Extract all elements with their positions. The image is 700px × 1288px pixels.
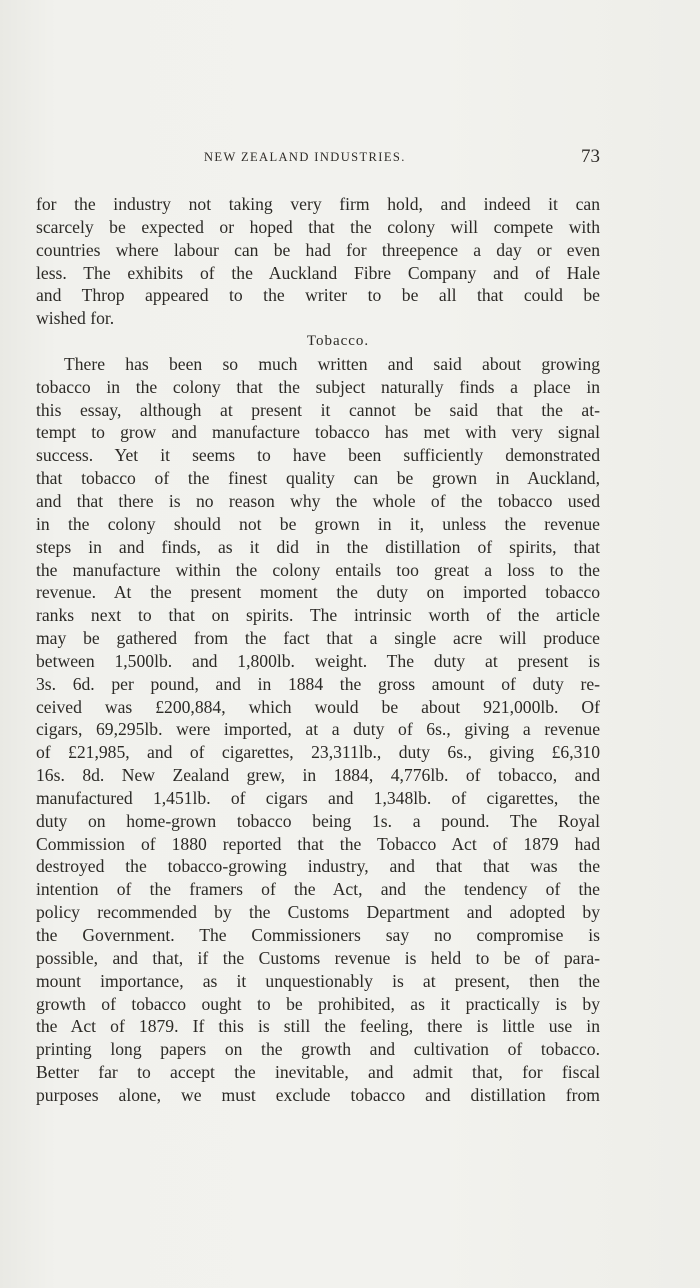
text-line: cigars, 69,295lb. were imported, at a duty of 6s., giving a revenue — [36, 719, 600, 740]
text-line: that tobacco of the finest quality can be grown in Auckland, — [36, 468, 600, 489]
running-head: NEW ZEALAND INDUSTRIES. — [204, 150, 406, 164]
text-line: manufactured 1,451lb. of cigars and 1,348lb. of cigarettes, the — [36, 787, 600, 808]
text-line: for the industry not taking very firm hold, and indeed it can — [36, 194, 600, 214]
text-line: wished for. — [36, 308, 115, 329]
text-line: Better far to accept the inevitable, and admit that, for fiscal — [36, 1062, 600, 1083]
text-line: the Government. The Commissioners say no compromise is — [36, 925, 600, 945]
text-line: duty on home-grown tobacco being 1s. a pound. The Royal — [36, 810, 600, 831]
text-line: possible, and that, if the Customs revenue is held to be of para- — [36, 947, 600, 968]
text-line: scarcely be expected or hoped that the colony will compete with — [36, 216, 600, 237]
page-header — [36, 146, 600, 172]
text-line: between 1,500lb. and 1,800lb. weight. The duty at present is — [36, 650, 600, 671]
text-line: and that there is no reason why the whole of the tobacco used — [36, 490, 600, 511]
text-line: revenue. At the present moment the duty on imported tobacco — [36, 582, 600, 603]
page-number: 73 — [581, 146, 600, 167]
text-line: Commission of 1880 reported that the Tobacco Act of 1879 had — [36, 833, 600, 854]
text-line: tempt to grow and manufacture tobacco has met with very signal — [36, 422, 600, 443]
text-line: steps in and finds, as it did in the distillation of spirits, that — [36, 536, 600, 557]
body-text — [36, 193, 600, 1107]
text-line: countries where labour can be had for threepence a day or even — [36, 239, 600, 260]
text-line: may be gathered from the fact that a single acre will produce — [36, 628, 600, 649]
text-line: intention of the framers of the Act, and the tendency of the — [36, 879, 600, 900]
text-line: There has been so much written and said about growing — [64, 353, 600, 374]
text-line: destroyed the tobacco-growing industry, and that that was the — [36, 856, 600, 877]
text-line: purposes alone, we must exclude tobacco and distillation from — [36, 1084, 600, 1105]
text-line: the Act of 1879. If this is still the feeling, there is little use in — [36, 1016, 600, 1037]
text-line: ranks next to that on spirits. The intrinsic worth of the article — [36, 605, 600, 626]
text-line: ceived was £200,884, which would be about 921,000lb. Of — [36, 696, 600, 717]
text-line: of £21,985, and of cigarettes, 23,311lb., duty 6s., giving £6,310 — [36, 742, 600, 763]
text-line: 16s. 8d. New Zealand grew, in 1884, 4,776lb. of tobacco, and — [36, 765, 600, 786]
text-line: growth of tobacco ought to be prohibited, as it practically is by — [36, 993, 600, 1014]
text-line: in the colony should not be grown in it, unless the revenue — [36, 513, 600, 534]
text-line: and Throp appeared to the writer to be all that could be — [36, 285, 600, 306]
text-line: the manufacture within the colony entails too great a loss to the — [36, 559, 600, 580]
text-line: mount importance, as it unquestionably is at present, then the — [36, 970, 600, 991]
text-line: policy recommended by the Customs Department and adopted by — [36, 902, 600, 923]
text-line: 3s. 6d. per pound, and in 1884 the gross amount of duty re- — [36, 673, 600, 694]
text-line: success. Yet it seems to have been sufficiently demonstrated — [36, 445, 600, 466]
text-line: this essay, although at present it cannot be said that the at- — [36, 399, 600, 420]
section-heading: Tobacco. — [306, 333, 370, 350]
text-line: less. The exhibits of the Auckland Fibre Company and of Hale — [36, 262, 600, 283]
text-line: tobacco in the colony that the subject naturally finds a place in — [36, 376, 600, 397]
text-line: printing long papers on the growth and cultivation of tobacco. — [36, 1039, 600, 1060]
